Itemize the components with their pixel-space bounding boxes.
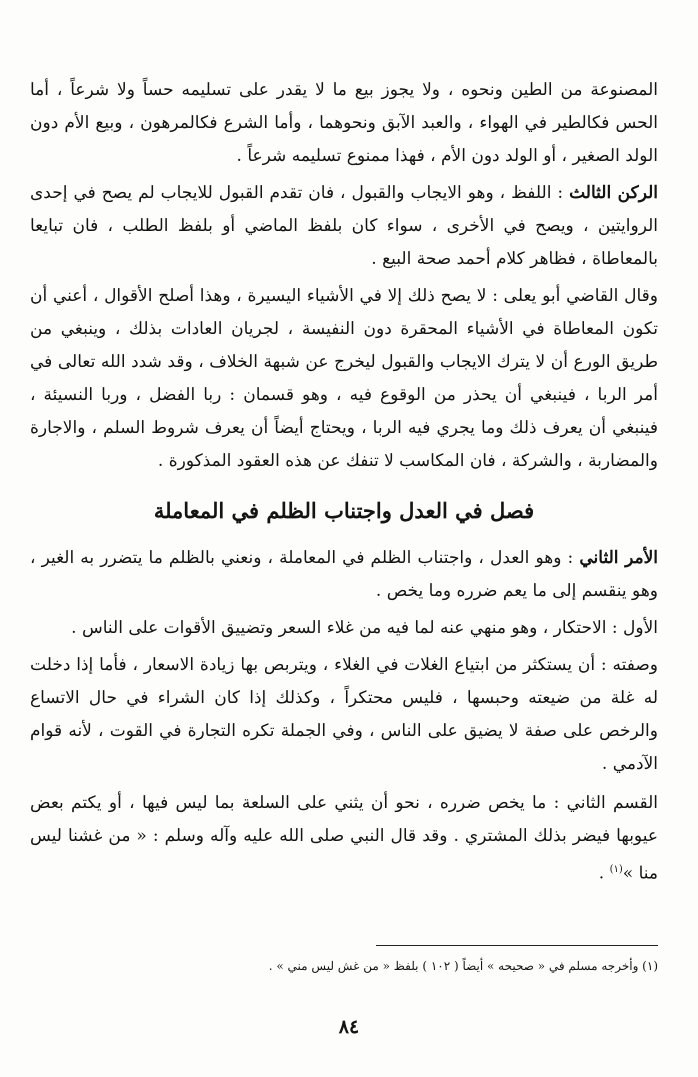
paragraph-7-text: القسم الثاني : ما يخص ضرره ، نحو أن يثني على السلعة بما ليس فيها ، أو يكتم بعض عيوبها فيضر بذلك المشتري . وقد قال النبي صلى الله عليه وآله وسلم : « من غشنا ليس منا » — [30, 793, 658, 884]
paragraph-3: وقال القاضي أبو يعلى : لا يصح ذلك إلا في الأشياء اليسيرة ، وهذا أصلح الأقوال ، أعني أن تكون المعاطاة في الأشياء المحقرة دون النفيسة ، لجريان العادات بذلك ، وينبغي من طريق الورع أن لا يترك الايجاب والقبول ليخرج عن شبهة الخلاف ، وقد شدد الله تعالى في أمر الربا ، فينبغي أن يحذر من الوقوع فيه ، وهو قسمان : ربا الفضل ، وربا النسيئة ، فينبغي أن يعرف ذلك وما يجري فيه الربا ، ويحتاج أيضاً أن يعرف شروط السلم ، والاجارة والمضاربة ، والشركة ، فان المكاسب لا تنفك عن هذه العقود المذكورة . — [30, 286, 658, 471]
page-number: ٨٤ — [338, 1016, 360, 1038]
footnote-divider — [376, 945, 658, 946]
paragraph-7 — [30, 787, 658, 891]
paragraph-4-text: : وهو العدل ، واجتناب الظلم في المعاملة ، ونعني بالظلم ما يتضرر به الغير ، وهو ينقسم إلى ما يعم ضرره وما يخص . — [30, 548, 658, 601]
section-heading: فصل في العدل واجتناب الظلم في المعاملة — [153, 498, 535, 523]
footnote: (١) وأخرجه مسلم في « صحيحه » أيضاً ( ١٠٢ ) بلفظ « من غش ليس مني » . — [268, 959, 658, 973]
paragraph-2-lead: الركن الثالث — [569, 183, 659, 203]
paragraph-4 — [30, 542, 658, 608]
paragraph-5: الأول : الاحتكار ، وهو منهي عنه لما فيه من غلاء السعر وتضييق الأقوات على الناس . — [71, 618, 658, 638]
paragraph-7-end: . — [598, 863, 610, 884]
paragraph-2 — [30, 177, 658, 276]
footnote-reference: (١) — [609, 864, 623, 875]
paragraph-1: المصنوعة من الطين ونحوه ، ولا يجوز بيع ما لا يقدر على تسليمه حساً ولا شرعاً ، أما الحس فكالطير في الهواء ، والعبد الآبق ونحوهما ، وأما الشرع فكالمرهون ، وبيع الأم دون الولد الصغير ، أو الولد دون الأم ، فهذا ممنوع تسليمه شرعاً . — [30, 80, 658, 166]
page-body — [30, 74, 658, 895]
paragraph-2-text: : اللفظ ، وهو الايجاب والقبول ، فان تقدم القبول للايجاب لم يصح في إحدى الروايتين ، ويصح في الأخرى ، سواء كان بلفظ الماضي أو بلفظ الطلب ، فان تبايعا بالمعاطاة ، فظاهر كلام أحمد صحة البيع . — [30, 183, 658, 269]
paragraph-6: وصفته : أن يستكثر من ابتياع الغلات في الغلاء ، ويتربص بها زيادة الاسعار ، فأما إذا دخلت له غلة من ضيعته وحبسها ، فليس محتكراً ، وكذلك إذا كان الشراء في حال الاتساع والرخص على صفة لا يضيق على الناس ، وفي الجملة تكره التجارة في القوت ، لأنه قوام الآدمي . — [30, 655, 658, 774]
paragraph-4-lead: الأمر الثاني — [579, 548, 659, 568]
